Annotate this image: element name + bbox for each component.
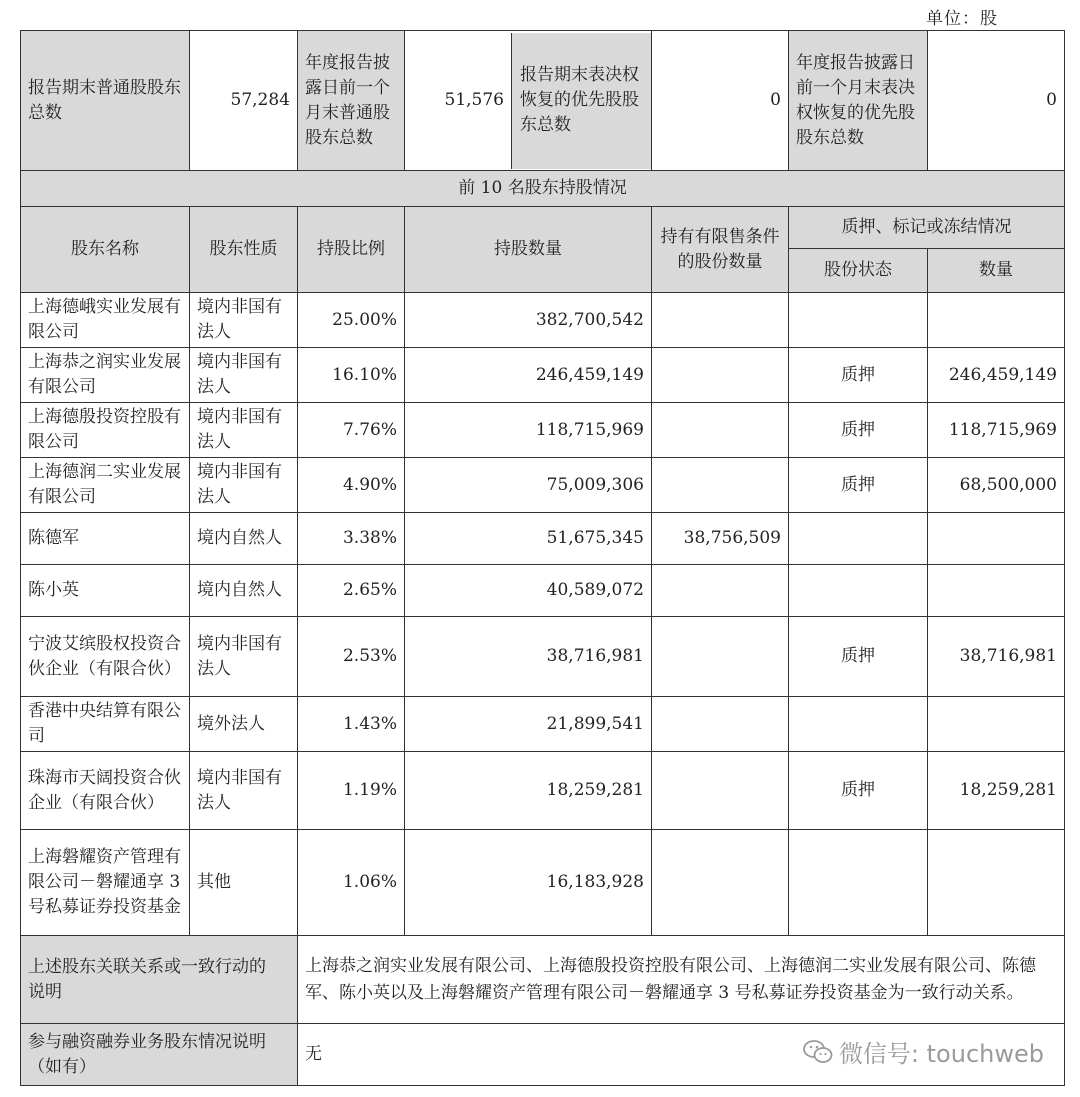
summary-pair-2 [405, 31, 652, 171]
shareholder-nature: 境内自然人 [190, 565, 298, 617]
pledge-status: 质押 [789, 348, 928, 403]
shareholder-nature: 境内非国有法人 [190, 752, 298, 830]
pledge-status: 质押 [789, 403, 928, 458]
pledge-quantity: 246,459,149 [928, 348, 1065, 403]
shareholder-name: 上海德峨实业发展有限公司 [21, 293, 190, 348]
summary-label-4: 年度报告披露日前一个月末表决权恢复的优先股股东总数 [789, 31, 928, 171]
shareholder-name: 上海德润二实业发展有限公司 [21, 458, 190, 513]
restricted-quantity [652, 565, 789, 617]
table-row [21, 403, 1065, 458]
margin-text: 无 [298, 1024, 1065, 1086]
restricted-quantity [652, 752, 789, 830]
shareholder-name: 上海德殷投资控股有限公司 [21, 403, 190, 458]
summary-label-2: 年度报告披露日前一个月末普通股股东总数 [298, 31, 405, 171]
shareholding-ratio: 3.38% [298, 513, 405, 565]
relation-label: 上述股东关联关系或一致行动的说明 [21, 936, 298, 1024]
pledge-status [789, 697, 928, 752]
header-quantity: 持股数量 [405, 207, 652, 293]
pledge-quantity: 38,716,981 [928, 617, 1065, 697]
summary-row [21, 31, 1065, 171]
shareholder-nature: 境内非国有法人 [190, 348, 298, 403]
shareholding-quantity: 118,715,969 [405, 403, 652, 458]
shareholding-ratio: 1.19% [298, 752, 405, 830]
watermark [803, 1034, 1044, 1069]
relation-row [21, 936, 1065, 1024]
pledge-quantity [928, 697, 1065, 752]
unit-label: 单位：股 [926, 9, 998, 29]
pledge-status [789, 293, 928, 348]
shareholding-ratio: 1.06% [298, 830, 405, 936]
table-row [21, 830, 1065, 936]
header-name: 股东名称 [21, 207, 190, 293]
shareholding-ratio: 16.10% [298, 348, 405, 403]
pledge-quantity: 68,500,000 [928, 458, 1065, 513]
shareholding-quantity: 16,183,928 [405, 830, 652, 936]
shareholding-ratio: 1.43% [298, 697, 405, 752]
shareholding-ratio: 25.00% [298, 293, 405, 348]
pledge-quantity [928, 565, 1065, 617]
summary-value-2: 51,576 [405, 33, 512, 169]
pledge-status [789, 513, 928, 565]
shareholder-name: 上海磐耀资产管理有限公司－磐耀通享 3 号私募证券投资基金 [21, 830, 190, 936]
table-row [21, 752, 1065, 830]
summary-value-1: 57,284 [190, 31, 298, 171]
header-nature: 股东性质 [190, 207, 298, 293]
pledge-quantity [928, 513, 1065, 565]
shareholder-nature: 境内非国有法人 [190, 403, 298, 458]
header-ratio: 持股比例 [298, 207, 405, 293]
restricted-quantity [652, 458, 789, 513]
table-row [21, 348, 1065, 403]
shareholding-ratio: 7.76% [298, 403, 405, 458]
restricted-quantity [652, 617, 789, 697]
header-pledge-group: 质押、标记或冻结情况 [789, 207, 1065, 249]
table-row [21, 565, 1065, 617]
shareholding-quantity: 40,589,072 [405, 565, 652, 617]
shareholder-name: 陈小英 [21, 565, 190, 617]
pledge-status: 质押 [789, 752, 928, 830]
pledge-quantity: 118,715,969 [928, 403, 1065, 458]
shareholder-nature: 境内自然人 [190, 513, 298, 565]
shareholder-nature: 境内非国有法人 [190, 293, 298, 348]
shareholding-quantity: 51,675,345 [405, 513, 652, 565]
summary-label-1: 报告期末普通股股东总数 [21, 31, 190, 171]
shareholding-quantity: 18,259,281 [405, 752, 652, 830]
summary-label-3: 报告期末表决权恢复的优先股股东总数 [512, 33, 651, 169]
shareholding-quantity: 38,716,981 [405, 617, 652, 697]
shareholder-nature: 其他 [190, 830, 298, 936]
restricted-quantity [652, 697, 789, 752]
pledge-status: 质押 [789, 617, 928, 697]
relation-text: 上海恭之润实业发展有限公司、上海德殷投资控股有限公司、上海德润二实业发展有限公司、陈德军、陈小英以及上海磐耀资产管理有限公司－磐耀通享 3 号私募证券投资基金为一致行动关系。 [298, 936, 1065, 1024]
table-row [21, 293, 1065, 348]
shareholding-quantity: 75,009,306 [405, 458, 652, 513]
pledge-quantity [928, 293, 1065, 348]
pledge-status [789, 830, 928, 936]
header-pledge-status: 股份状态 [789, 249, 928, 293]
header-restricted: 持有有限售条件的股份数量 [652, 207, 789, 293]
section-title: 前 10 名股东持股情况 [21, 171, 1065, 207]
shareholding-quantity: 21,899,541 [405, 697, 652, 752]
summary-value-4: 0 [928, 31, 1065, 171]
pledge-quantity: 18,259,281 [928, 752, 1065, 830]
shareholding-quantity: 382,700,542 [405, 293, 652, 348]
shareholding-quantity: 246,459,149 [405, 348, 652, 403]
shareholding-ratio: 2.53% [298, 617, 405, 697]
restricted-quantity [652, 348, 789, 403]
wechat-icon [803, 1039, 833, 1065]
table-row [21, 617, 1065, 697]
shareholder-nature: 境内非国有法人 [190, 617, 298, 697]
shareholding-ratio: 4.90% [298, 458, 405, 513]
pledge-status: 质押 [789, 458, 928, 513]
shareholding-ratio: 2.65% [298, 565, 405, 617]
pledge-status [789, 565, 928, 617]
pledge-quantity [928, 830, 1065, 936]
shareholder-nature: 境内非国有法人 [190, 458, 298, 513]
shareholder-name: 香港中央结算有限公司 [21, 697, 190, 752]
shareholder-name: 宁波艾缤股权投资合伙企业（有限合伙） [21, 617, 190, 697]
margin-label: 参与融资融券业务股东情况说明（如有） [21, 1024, 298, 1086]
shareholder-name: 上海恭之润实业发展有限公司 [21, 348, 190, 403]
restricted-quantity [652, 293, 789, 348]
shareholder-name: 珠海市天阔投资合伙企业（有限合伙） [21, 752, 190, 830]
table-row [21, 697, 1065, 752]
shareholder-name: 陈德军 [21, 513, 190, 565]
summary-value-3: 0 [652, 31, 789, 171]
table-row [21, 458, 1065, 513]
shareholder-table [20, 30, 1065, 1086]
table-row [21, 513, 1065, 565]
header-pledge-qty: 数量 [928, 249, 1065, 293]
watermark-text: 微信号: touchweb [838, 1040, 1044, 1068]
restricted-quantity [652, 403, 789, 458]
shareholder-nature: 境外法人 [190, 697, 298, 752]
restricted-quantity [652, 830, 789, 936]
restricted-quantity: 38,756,509 [652, 513, 789, 565]
